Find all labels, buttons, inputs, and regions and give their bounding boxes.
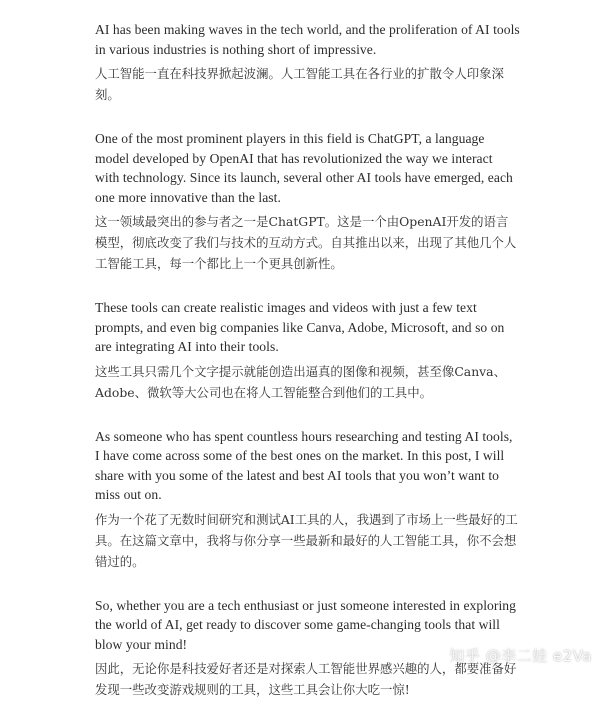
article-body [95,20,520,724]
paragraph-english: So, whether you are a tech enthusiast or just someone interested in exploring the world of AI, get ready to discover some game-changing tools that will blow your mind! [95,597,516,652]
paragraph-chinese: 这一领域最突出的参与者之一是ChatGPT。这是一个由OpenAI开发的语言模型，彻底改变了我们与技术的互动方式。自其推出以来，出现了其他几个人工智能工具，每一个都比上一个更具创新性。 [95,214,517,271]
paragraph-3 [95,298,520,403]
zhihu-watermark: 知乎 @李二娃 e2Va [449,647,592,665]
paragraph-4 [95,427,520,572]
paragraph-chinese: 人工智能一直在科技界掀起波澜。人工智能工具在各行业的扩散令人印象深刻。 [95,66,504,102]
paragraph-2 [95,129,520,274]
paragraph-chinese: 因此，无论你是科技爱好者还是对探索人工智能世界感兴趣的人，都要准备好发现一些改变游戏规则的工具，这些工具会让你大吃一惊! [95,661,517,697]
paragraph-chinese: 这些工具只需几个文字提示就能创造出逼真的图像和视频，甚至像Canva、Adobe、微软等大公司也在将人工智能整合到他们的工具中。 [95,363,506,400]
paragraph-chinese: 作为一个花了无数时间研究和测试AI工具的人，我遇到了市场上一些最好的工具。在这篇文章中，我将与你分享一些最新和最好的人工智能工具，你不会想错过的。 [95,511,518,569]
paragraph-english: One of the most prominent players in this field is ChatGPT, a language model developed by OpenAI that has revolutionized the way we interact with technology. Since its launch, several other AI tools have emerged, each one more innovative than the last. [95,131,513,205]
paragraph-english: AI has been making waves in the tech world, and the proliferation of AI tools in various industries is nothing short of impressive. [95,22,520,57]
paragraph-1 [95,20,520,105]
paragraph-english: These tools can create realistic images and videos with just a few text prompts, and even big companies like Canva, Adobe, Microsoft, and so on are integrating AI into their tools. [95,300,505,354]
paragraph-english: As someone who has spent countless hours researching and testing AI tools, I have come across some of the best ones on the market. In this post, I will share with you some of the latest and best AI tools that you won’t want to miss out on. [95,428,513,502]
